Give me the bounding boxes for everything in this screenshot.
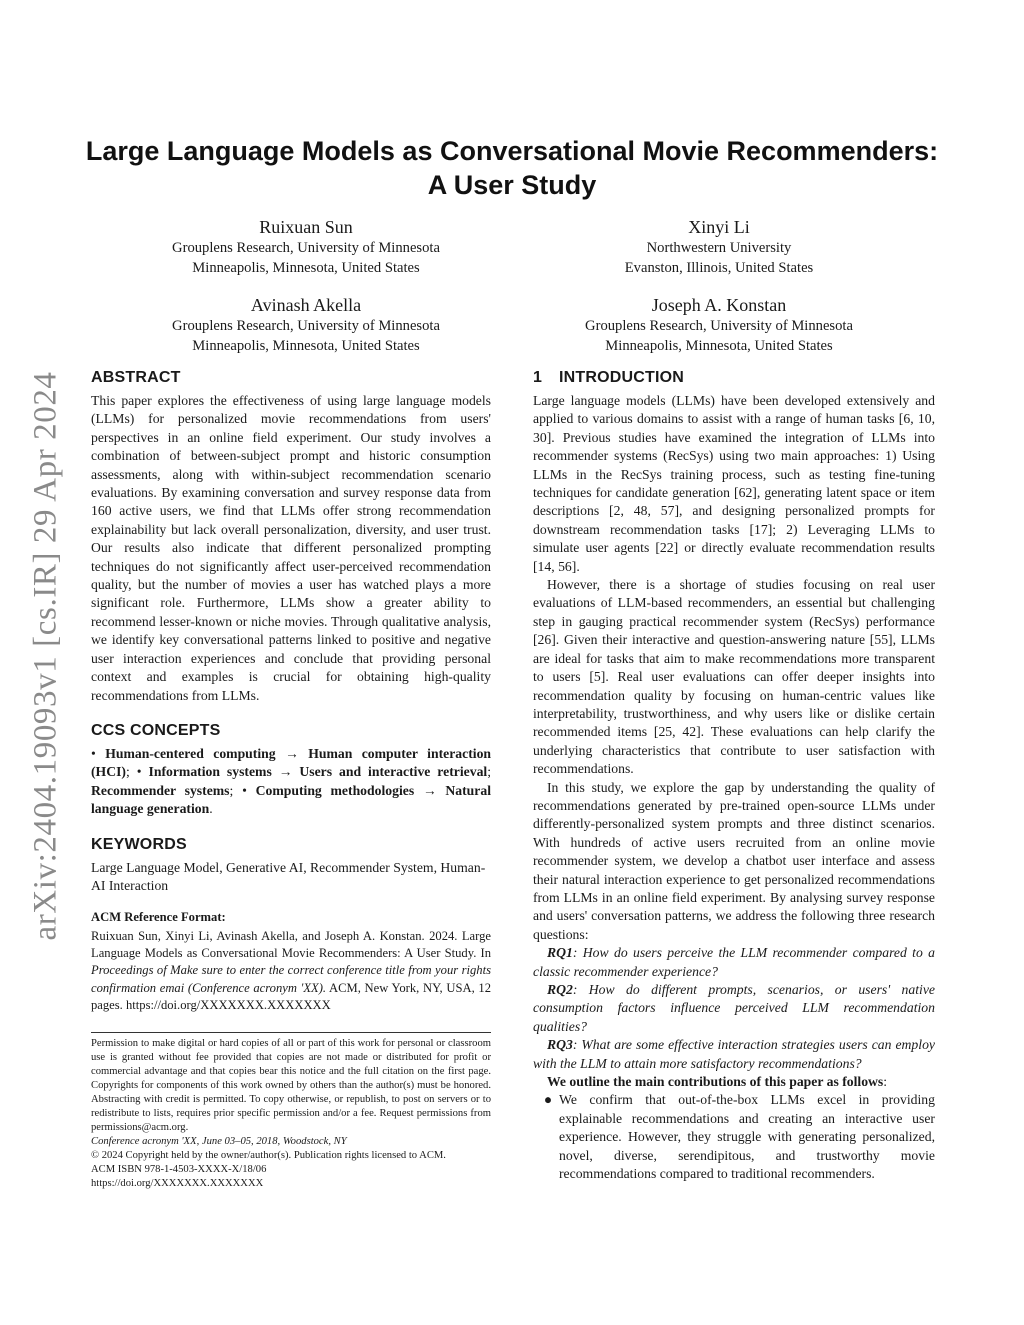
reference-text: Ruixuan Sun, Xinyi Li, Avinash Akella, and Joseph A. Konstan. 2024. Large Language Models as Conversational Movie Recommenders: A User Study. In Proceedings of Make sure to enter the correct conference title from your rights confirmation emai (Conference acronym 'XX). ACM, New York, NY, USA, 12 pages. https://doi.org/XXXXXXX.XXXXXXX [91, 928, 491, 1012]
author-name: Joseph A. Konstan [651, 295, 787, 315]
author-2 [529, 216, 909, 278]
arxiv-side-label [18, 368, 74, 943]
research-question-2: RQ2: How do different prompts, scenarios, or users' native consumption factors influence perceived LLM recommendation qualities? [533, 982, 935, 1034]
contribution-text: We confirm that out-of-the-box LLMs excel in providing explainable recommendations and creating an interactive user experience. However, they struggle with generating personalized, novel, diverse, serendipitous, and trustworthy movie recommendations compared to traditional recommenders. [559, 1092, 935, 1182]
isbn-line: ACM ISBN 978-1-4503-XXXX-X/18/06 [91, 1164, 267, 1175]
left-column [91, 368, 491, 1014]
introduction-heading [533, 368, 935, 388]
author-3 [116, 294, 496, 356]
author-location: Minneapolis, Minnesota, United States [192, 260, 420, 276]
permission-text: Permission to make digital or hard copies of all or part of this work for personal or classroom use is granted without fee provided that copies are not made or distributed for profit or commercial advantage and that copies bear this notice and the full citation on the first page. Copyrights for components of this work owned by others than the author(s) must be honored. Abstracting with credit is permitted. To copy otherwise, or republish, to post on servers or to redistribute to lists, requires prior specific permission and/or a fee. Request permissions from permissions@acm.org. [91, 1038, 491, 1133]
section-title: INTRODUCTION [559, 369, 685, 386]
copyright-line: © 2024 Copyright held by the owner/author(s). Publication rights licensed to ACM. [91, 1150, 446, 1161]
intro-paragraph-3: In this study, we explore the gap by understanding the quality of recommendations generated by pre-trained open-source LLMs under differently-personalized system prompts and three distinct scenarios. With hundreds of active users recruited from an online movie recommender system, we develop a chatbot user interface and assess their natural interaction experience to get personalized recommendations from LLMs in an online field experiment. By analysing survey response and users' conversation patterns, we address the following three research questions: [533, 779, 935, 942]
research-question-1: RQ1: How do users perceive the LLM recommender compared to a classic recommender experience? [533, 945, 935, 979]
author-4 [529, 294, 909, 356]
author-location: Minneapolis, Minnesota, United States [192, 338, 420, 354]
author-affiliation: Grouplens Research, University of Minnesota [172, 240, 440, 256]
right-column [533, 368, 935, 1183]
author-affiliation: Grouplens Research, University of Minnesota [585, 318, 853, 334]
acm-reference-format [91, 909, 491, 1014]
arxiv-identifier: arXiv:2404.19093v1 [cs.IR] 29 Apr 2024 [27, 370, 64, 941]
contribution-item-1 [537, 1091, 935, 1183]
ccs-concepts-text: • Human-centered computing → Human computer interaction (HCI); • Information systems → Users and interactive retrieval; Recommender systems; • Computing methodologies → Natural language generation. [91, 745, 492, 817]
title-line-2: A User Study [427, 170, 597, 200]
section-number: 1 [533, 369, 543, 386]
intro-paragraph-2: However, there is a shortage of studies focusing on real user evaluations of LLM-based recommenders, an essential but challenging step in gauging practical recommender system (RecSys) performance [26]. Given their interactive and question-answering nature [55], LLMs are ideal for tasks that aim to make recommendations more transparent to users [5]. Real user evaluations can offer deeper insights into recommendation quality by focusing on human-centric values like interpretability, trustworthiness, and why users like or dislike certain recommended items [25, 42]. These evaluations can help clarify the underlying characteristics that contribute to user satisfaction with recommendations. [533, 577, 935, 777]
author-name: Xinyi Li [688, 217, 750, 237]
conference-line: Conference acronym 'XX, June 03–05, 2018, Woodstock, NY [91, 1136, 347, 1147]
author-name: Avinash Akella [250, 295, 362, 315]
keywords-text: Large Language Model, Generative AI, Recommender System, Human-AI Interaction [91, 859, 486, 893]
bullet-marker: ● [543, 1092, 553, 1108]
permission-notice [91, 1032, 491, 1191]
author-name: Ruixuan Sun [259, 217, 353, 237]
title-line-1: Large Language Models as Conversational Movie Recommenders: [85, 136, 939, 166]
author-affiliation: Grouplens Research, University of Minnesota [172, 318, 440, 334]
author-location: Minneapolis, Minnesota, United States [605, 338, 833, 354]
abstract-text: This paper explores the effectiveness of using large language models (LLMs) for personalized movie recommendations from users' perspectives in an online field experiment. Our study involves a combination of between-subject prompt and historic consumption assessments, along with within-subject recommendation scenario evaluations. By examining conversation and survey response data from 160 active users, we find that LLMs offer strong recommendation explainability but lack overall personalization, diversity, and user trust. Our results also indicate that different personalized prompting techniques do not significantly affect user-perceived recommendation quality, but the number of movies a user has watched plays a more significant role. Furthermore, LLMs show a greater ability to recommend lesser-known or niche movies. Through qualitative analysis, we identify key conversational patterns linked to positive and negative user interaction experiences and conclude that providing personal context and examples is crucial for obtaining high-quality recommendations from LLMs. [91, 393, 491, 703]
reference-heading: ACM Reference Format: [91, 910, 226, 925]
ccs-heading: CCS CONCEPTS [91, 721, 221, 739]
abstract-heading: ABSTRACT [91, 369, 181, 386]
author-1 [116, 216, 496, 278]
doi-line: https://doi.org/XXXXXXX.XXXXXXX [91, 1178, 264, 1189]
keywords-heading: KEYWORDS [91, 835, 187, 853]
research-question-3: RQ3: What are some effective interaction strategies users can employ with the LLM to attain more satisfactory recommendations? [533, 1037, 935, 1071]
contributions-lead: We outline the main contributions of this paper as follows: [547, 1074, 888, 1090]
author-affiliation: Northwestern University [646, 240, 792, 256]
intro-paragraph-1: Large language models (LLMs) have been developed extensively and applied to various domains to assist with a range of human tasks [6, 10, 30]. Previous studies have examined the integration of LLMs into recommender systems (RecSys) using two main approaches: 1) Using LLMs in the RecSys training process, such as testing fine-tuning techniques for candidate generation [62], generating latent space or item descriptions [2, 48, 57], and designing personalized prompts for downstream recommendation tasks [17]; 2) Leveraging LLMs to simulate user agents [22] or directly evaluate recommendation results [14, 56]. [533, 393, 935, 574]
paper-title [80, 134, 944, 202]
author-location: Evanston, Illinois, United States [624, 260, 814, 276]
